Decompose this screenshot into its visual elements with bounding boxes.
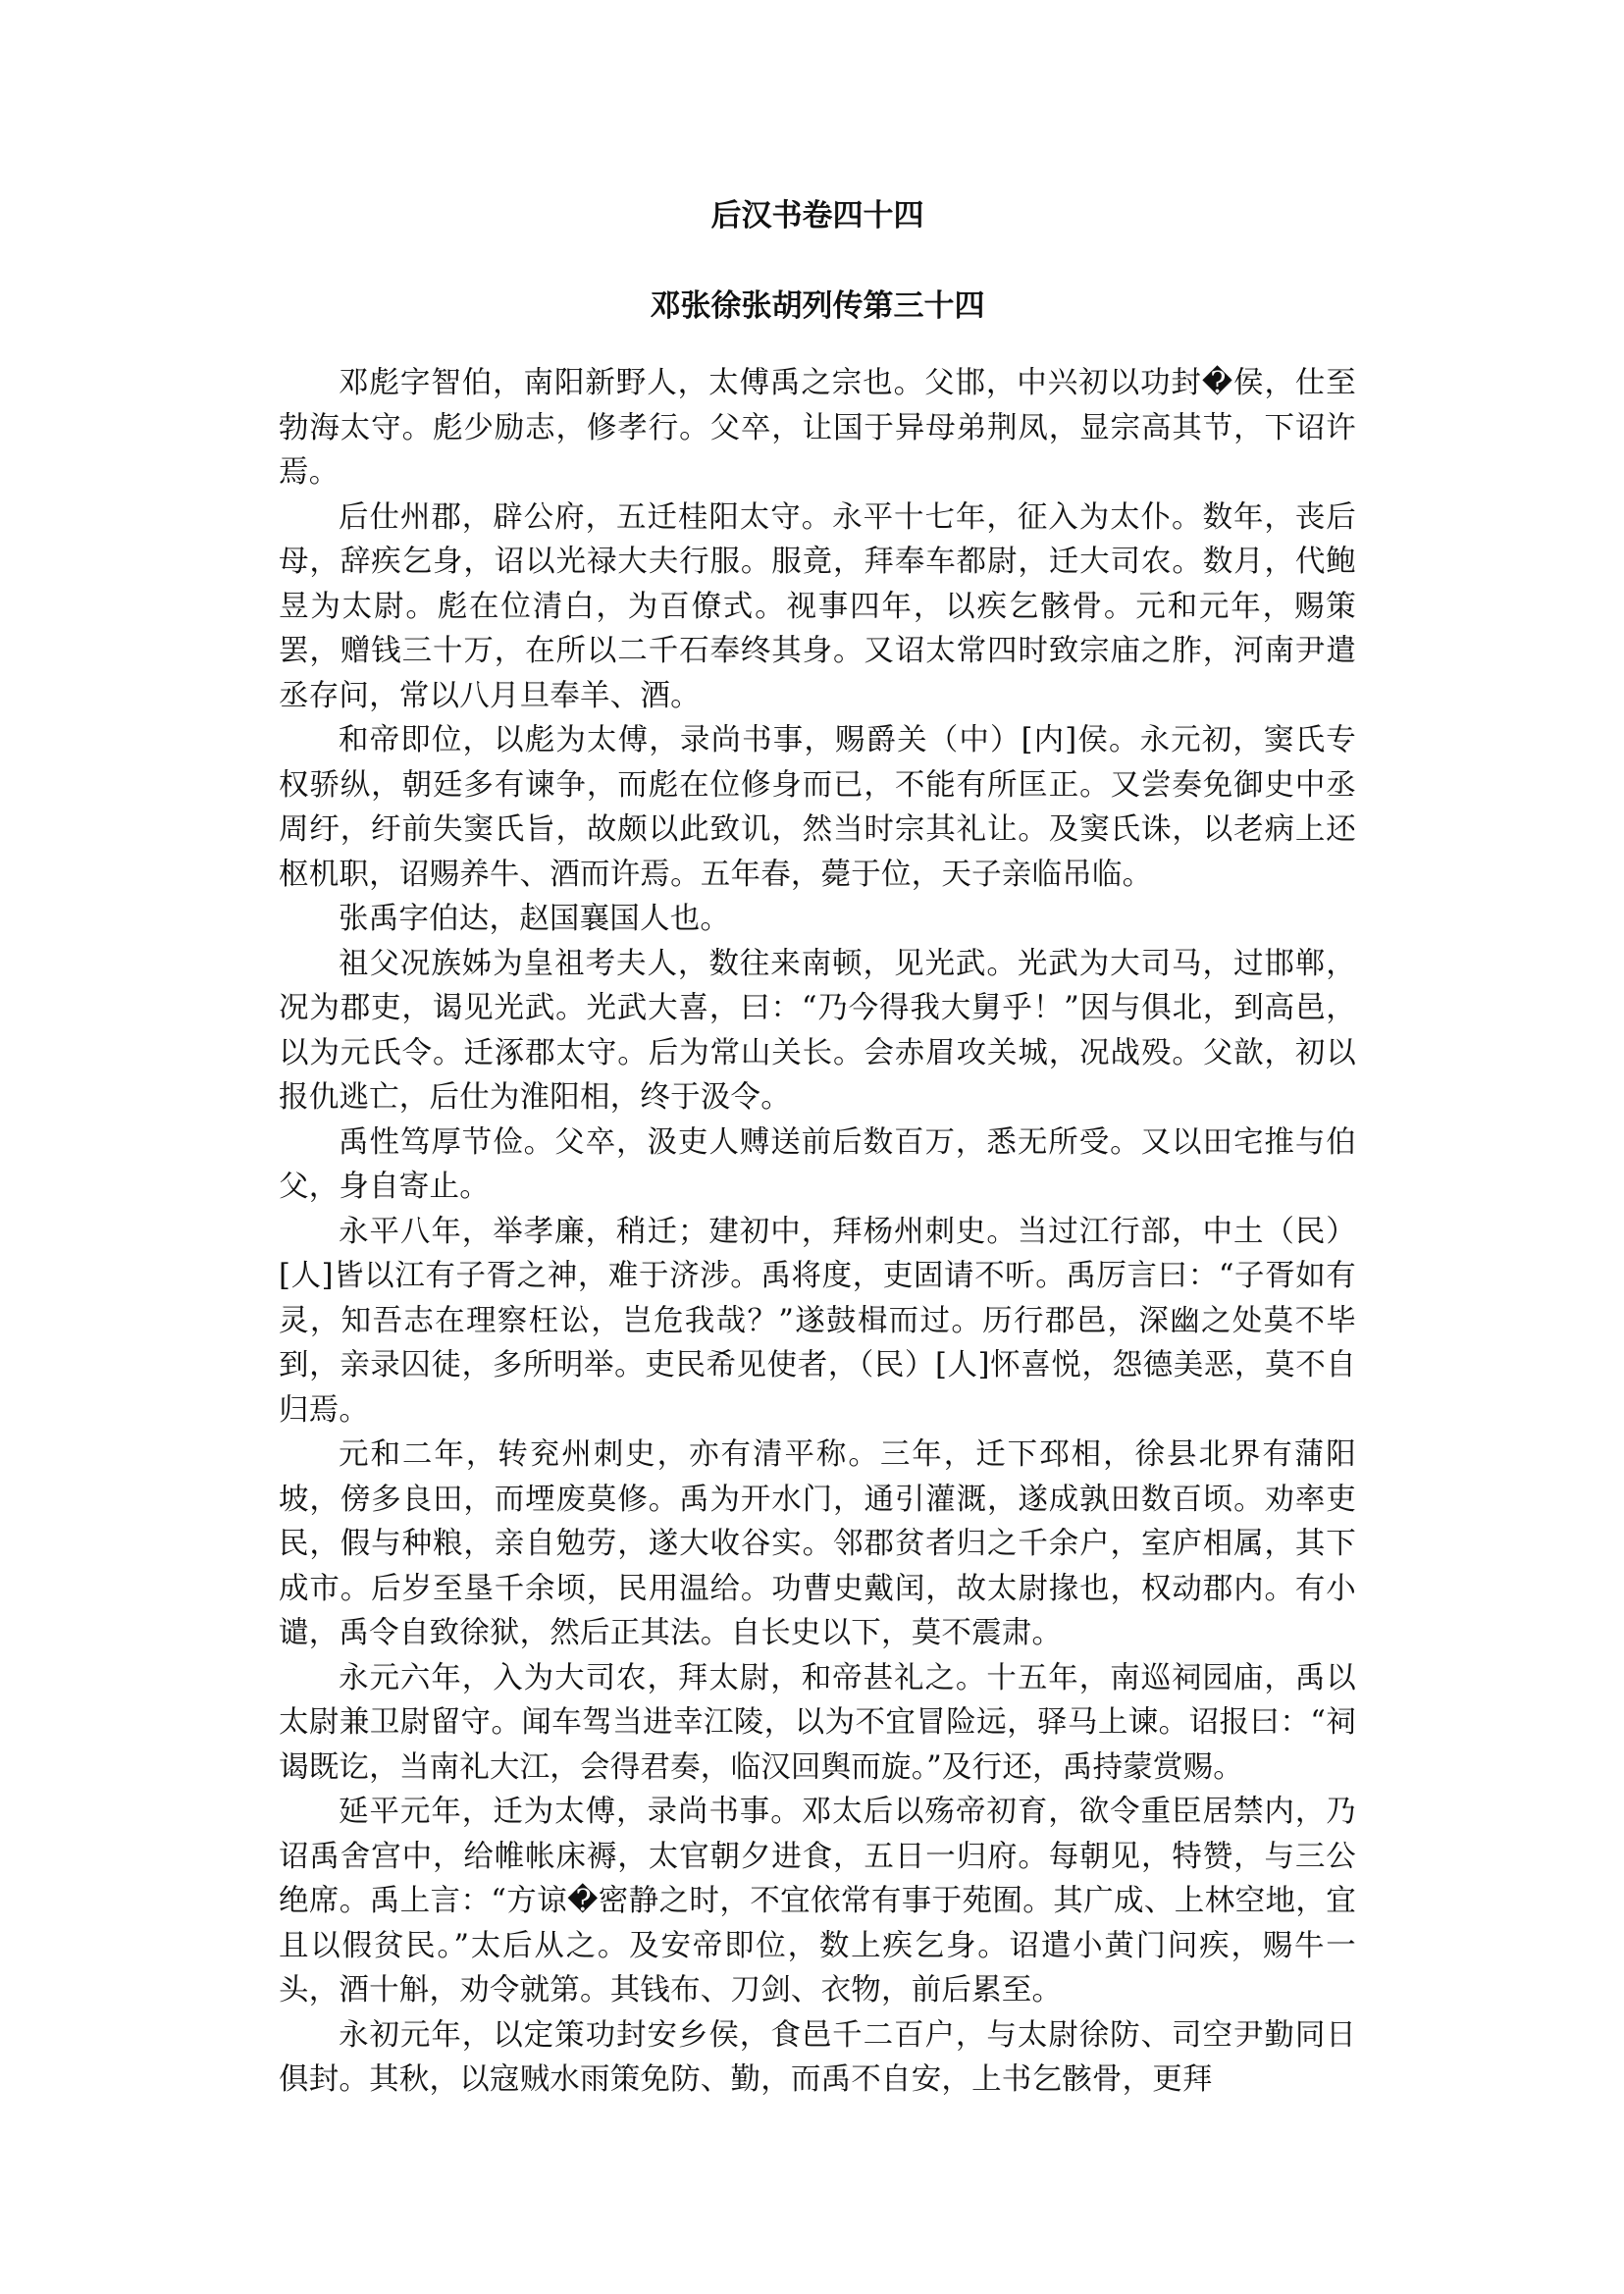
chapter-title: 邓张徐张胡列传第三十四 [650,288,985,324]
paragraph: 邓彪字智伯，南阳新野人，太傅禹之宗也。父邯，中兴初以功封�侯，仕至勃海太守。彪少励志，修孝行。父卒，让国于异母弟荆凤，显宗高其节，下诏许焉。 [279,366,1356,490]
paragraph: 元和二年，转兖州刺史，亦有清平称。三年，迁下邳相，徐县北界有蒲阳坡，傍多良田，而堙废莫修。禹为开水门，通引灌溉，遂成孰田数百顷。劝率吏民，假与种粮，亲自勉劳，遂大收谷实。邻郡贫者归之千余户，室庐相属，其下成市。后岁至垦千余顷，民用温给。功曹史戴闰，故太尉掾也，权动郡内。有小谴，禹令自致徐狱，然后正其法。自长史以下，莫不震肃。 [279,1437,1356,1650]
document-page [279,196,1356,2103]
paragraph: 和帝即位，以彪为太傅，录尚书事，赐爵关（中）[内]侯。永元初，窦氏专权骄纵，朝廷多有谏争，而彪在位修身而已，不能有所匡正。又尝奏免御史中丞周纡，纡前失窦氏旨，故颇以此致讥，然当时宗其礼让。及窦氏诛，以老病上还枢机职，诏赐养牛、酒而许焉。五年春，薨于位，天子亲临吊临。 [279,723,1356,892]
paragraph: 延平元年，迁为太傅，录尚书事。邓太后以殇帝初育，欲令重臣居禁内，乃诏禹舍宫中，给帷帐床褥，太官朝夕进食，五日一归府。每朝见，特赞，与三公绝席。禹上言：“方谅�密静之时，不宜依常有事于苑囿。其广成、上林空地，宜且以假贫民。”太后从之。及安帝即位，数上疾乞身。诏遣小黄门问疾，赐牛一头，酒十斛，劝令就第。其钱布、刀剑、衣物，前后累至。 [279,1795,1356,2007]
paragraph: 永初元年，以定策功封安乡侯，食邑千二百户，与太尉徐防、司空尹勤同日俱封。其秋，以寇贼水雨策免防、勤，而禹不自安，上书乞骸骨，更拜 [279,2017,1356,2097]
paragraph: 后仕州郡，辟公府，五迁桂阳太守。永平十七年，征入为太仆。数年，丧后母，辞疾乞身，诏以光禄大夫行服。服竟，拜奉车都尉，迁大司农。数月，代鲍昱为太尉。彪在位清白，为百僚式。视事四年，以疾乞骸骨。元和元年，赐策罢，赠钱三十万，在所以二千石奉终其身。又诏太常四时致宗庙之胙，河南尹遣丞存问，常以八月旦奉羊、酒。 [279,499,1356,713]
paragraph: 禹性笃厚节俭。父卒，汲吏人赙送前后数百万，悉无所受。又以田宅推与伯父，身自寄止。 [279,1124,1356,1204]
book-title: 后汉书卷四十四 [710,198,924,234]
paragraph: 张禹字伯达，赵国襄国人也。 [339,902,731,936]
body-text [279,361,1356,2103]
paragraph: 永平八年，举孝廉，稍迁；建初中，拜杨州刺史。当过江行部，中土（民）[人]皆以江有子胥之神，难于济涉。禹将度，吏固请不听。禹厉言曰：“子胥如有灵，知吾志在理察枉讼，岂危我哉？”遂鼓楫而过。历行郡邑，深幽之处莫不毕到，亲录囚徒，多所明举。吏民希见使者，（民）[人]怀喜悦，怨德美恶，莫不自归焉。 [279,1214,1356,1428]
paragraph: 祖父况族姊为皇祖考夫人，数往来南顿，见光武。光武为大司马，过邯郸，况为郡吏，谒见光武。光武大喜，曰：“乃今得我大舅乎！”因与俱北，到高邑，以为元氏令。迁涿郡太守。后为常山关长。会赤眉攻关城，况战殁。父歆，初以报仇逃亡，后仕为淮阳相，终于汲令。 [279,946,1356,1115]
paragraph: 永元六年，入为大司农，拜太尉，和帝甚礼之。十五年，南巡祠园庙，禹以太尉兼卫尉留守。闻车驾当进幸江陵，以为不宜冒险远，驿马上谏。诏报曰：“祠谒既讫，当南礼大江，会得君奏，临汉回舆而旋。”及行还，禹持蒙赏赐。 [279,1660,1356,1785]
